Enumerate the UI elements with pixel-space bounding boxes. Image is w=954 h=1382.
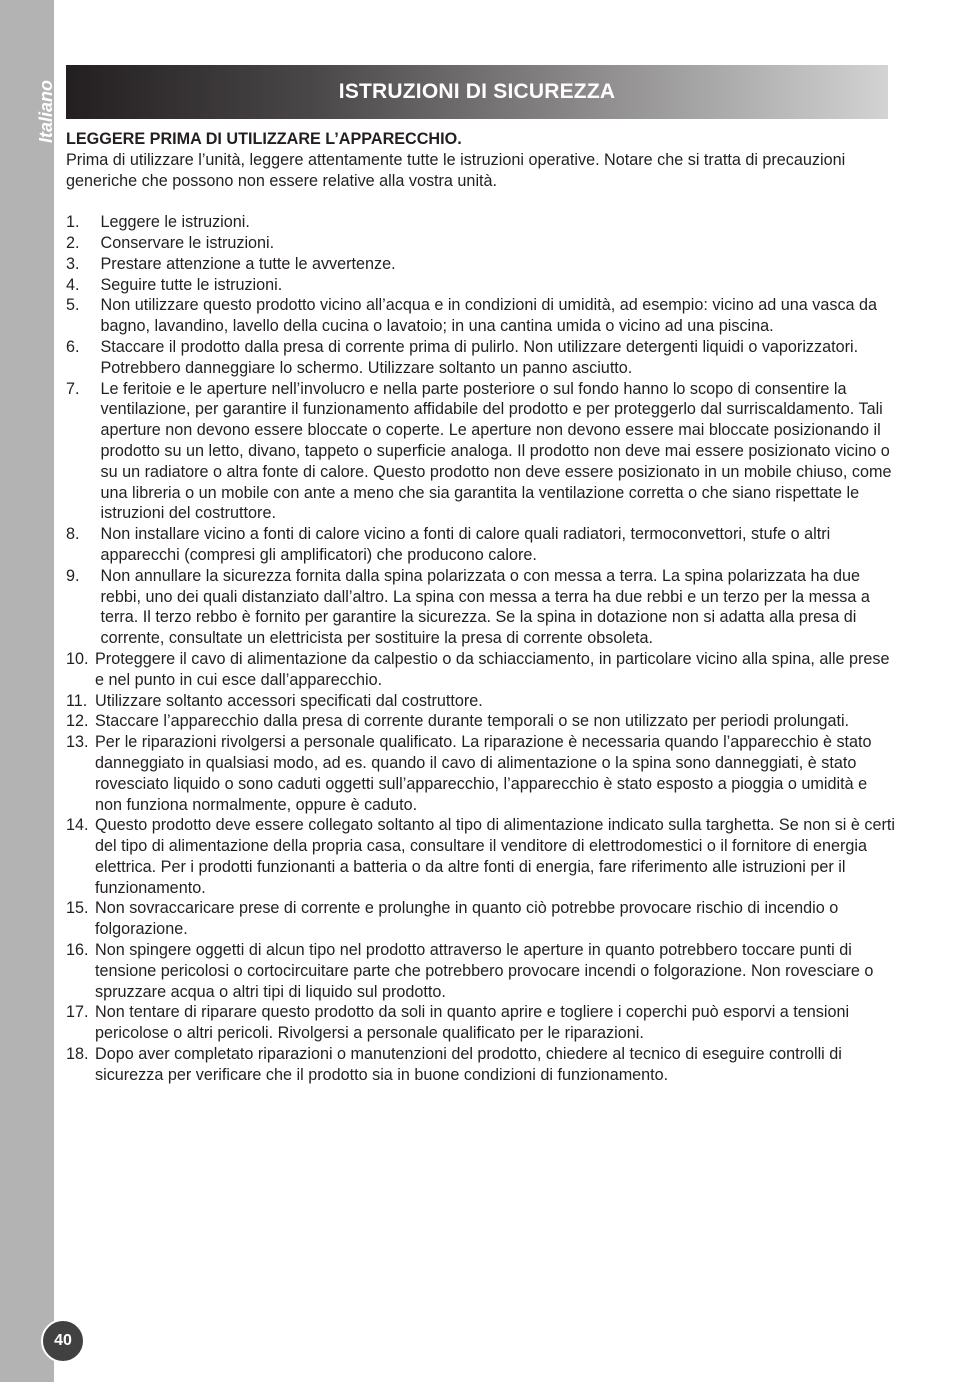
list-item [66, 649, 898, 691]
item-number: 6. [66, 337, 80, 356]
item-text: Proteggere il cavo di alimentazione da calpestio o da schiacciamento, in particolare vicino alla spina, alle prese e nel punto in cui esce dall’apparecchio. [95, 649, 890, 689]
item-text: Non utilizzare questo prodotto vicino all’acqua e in condizioni di umidità, ad esempio: vicino ad una vasca da bagno, lavandino, lavello della cucina o lavatoio; in una cantina umida o vicino ad una piscina. [100, 296, 878, 336]
item-text: Staccare il prodotto dalla presa di corrente prima di pulirlo. Non utilizzare detergenti liquidi o vaporizzatori. Potrebbero danneggiare lo schermo. Utilizzare soltanto un panno asciutto. [100, 337, 859, 377]
list-item [66, 691, 898, 712]
item-number: 5. [66, 296, 80, 315]
list-item [66, 337, 898, 379]
item-text: Staccare l’apparecchio dalla presa di corrente durante temporali o se non utilizzato per periodi prolungati. [95, 712, 850, 731]
item-number: 16. [66, 941, 89, 960]
side-strip [0, 0, 54, 1382]
list-item [66, 275, 898, 296]
item-text: Conservare le istruzioni. [100, 233, 275, 252]
item-number: 12. [66, 712, 89, 731]
list-item [66, 212, 898, 233]
list-item [66, 295, 898, 337]
item-number: 13. [66, 733, 89, 752]
content-area [66, 129, 898, 1086]
list-item [66, 379, 898, 525]
item-number: 4. [66, 275, 80, 294]
item-text: Non installare vicino a fonti di calore vicino a fonti di calore quali radiatori, termoconvettori, stufe o altri apparecchi (compresi gli amplificatori) che producono calore. [100, 525, 831, 564]
item-number: 9. [66, 566, 80, 585]
list-item [66, 566, 898, 649]
item-text: Non annullare la sicurezza fornita dalla spina polarizzata o con messa a terra. La spina polarizzata ha due rebbi, uno dei quali distanziato dall’altro. La spina con messa a terra ha due rebbi e un terzo per la messa a terra. Il terzo rebbo è fornito per garantire la sicurezza. Se la spina in dotazione non si adatta alla presa di corrente, consultate un elettricista per sostituire la presa di corrente obsoleta. [100, 566, 870, 648]
list-item [66, 233, 898, 254]
item-text: Prestare attenzione a tutte le avvertenze. [100, 254, 396, 273]
item-text: Non sovraccaricare prese di corrente e prolunghe in quanto ciò potrebbe provocare rischio di incendio o folgorazione. [95, 899, 839, 939]
item-text: Non tentare di riparare questo prodotto da soli in quanto aprire e togliere i coperchi può esporvi a tensioni pericolose o altri pericoli. Rivolgersi a personale qualificato per le riparazioni. [95, 1003, 850, 1043]
item-number: 14. [66, 816, 89, 835]
list-item [66, 732, 898, 815]
list-item [66, 711, 898, 732]
language-label: Italiano [36, 79, 56, 143]
page-number: 40 [41, 1319, 85, 1363]
item-text: Dopo aver completato riparazioni o manutenzioni del prodotto, chiedere al tecnico di eseguire controlli di sicurezza per verificare che il prodotto sia in buone condizioni di funzionamento. [95, 1045, 842, 1084]
item-text: Non spingere oggetti di alcun tipo nel prodotto attraverso le aperture in quanto potrebbero toccare punti di tensione pericolosi o cortocircuitare parte che potrebbero provocare incendi o folgorazione. Non rovesciare o spruzzare acqua o altri tipi di liquido sul prodotto. [95, 941, 874, 1001]
item-text: Utilizzare soltanto accessori specificati dal costruttore. [95, 691, 483, 710]
list-item [66, 524, 898, 566]
item-number: 15. [66, 899, 89, 918]
page-title: ISTRUZIONI DI SICUREZZA [338, 80, 616, 103]
list-item [66, 898, 898, 940]
section-subheading: LEGGERE PRIMA DI UTILIZZARE L’APPARECCHIO. [66, 130, 462, 148]
item-number: 3. [66, 254, 80, 273]
item-text: Leggere le istruzioni. [100, 213, 250, 232]
item-text: Per le riparazioni rivolgersi a personale qualificato. La riparazione è necessaria quando l’apparecchio è stato danneggiato in qualsiasi modo, ad es. quando il cavo di alimentazione o la spina sono danneggiati, è stato rovesciato liquido o sono caduti oggetti sull’apparecchio, l’apparecchio è stato esposto a pioggia o umidità e non funziona normalmente, oppure è caduto. [95, 733, 872, 814]
item-number: 11. [66, 691, 88, 710]
item-number: 8. [66, 525, 80, 544]
instructions-list [66, 212, 898, 1085]
list-item [66, 940, 898, 1002]
list-item [66, 254, 898, 275]
item-number: 10. [66, 649, 89, 668]
list-item [66, 1044, 898, 1086]
list-item [66, 815, 898, 898]
item-number: 18. [66, 1045, 89, 1064]
item-text: Le feritoie e le aperture nell’involucro e nella parte posteriore o sul fondo hanno lo scopo di consentire la ventilazione, per garantire il funzionamento affidabile del prodotto e per proteggerlo dal surriscaldamento. Tali aperture non devono essere bloccate o coperte. Le aperture non devono essere mai bloccate posizionando il prodotto su un letto, divano, tappeto o superficie analoga. Il prodotto non deve mai essere posizionato vicino o su un radiatore o altra fonte di calore. Questo prodotto non deve essere posizionato in un mobile chiuso, come una libreria o un mobile con ante a meno che sia garantita la ventilazione corretta o che siano rispettate le istruzioni del costruttore. [100, 379, 892, 523]
item-number: 17. [66, 1003, 89, 1022]
intro-paragraph: Prima di utilizzare l’unità, leggere attentamente tutte le istruzioni operative. Notare che si tratta di precauzioni generiche che possono non essere relative alla vostra unità. [66, 150, 846, 190]
item-number: 1. [66, 213, 80, 232]
item-text: Seguire tutte le istruzioni. [100, 275, 283, 294]
list-item [66, 1002, 898, 1044]
item-number: 2. [66, 233, 80, 252]
title-bar [66, 65, 888, 119]
item-number: 7. [66, 379, 80, 398]
item-text: Questo prodotto deve essere collegato soltanto al tipo di alimentazione indicato sulla targhetta. Se non si è certi del tipo di alimentazione della propria casa, consultare il venditore di elettrodomestici o il fornitore di energia elettrica. Per i prodotti funzionanti a batteria o da altre fonti di energia, fare riferimento alle istruzioni per il funzionamento. [95, 816, 895, 897]
